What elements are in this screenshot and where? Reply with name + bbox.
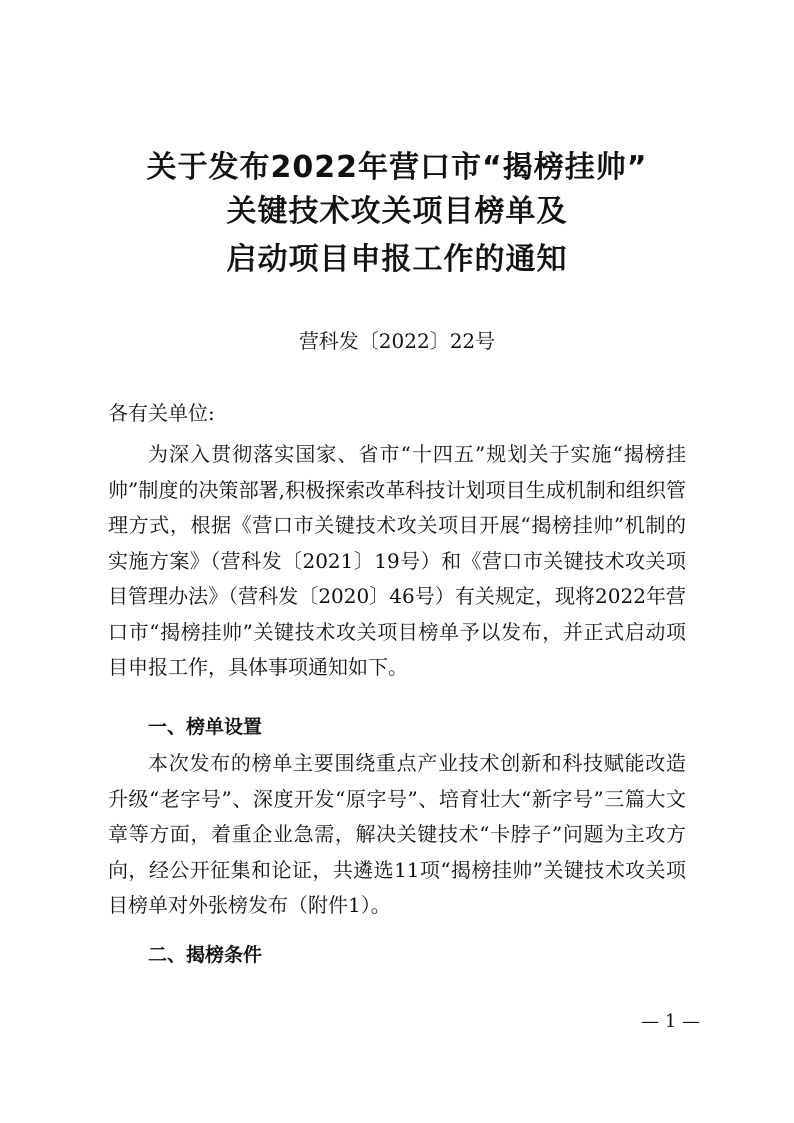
document-title-line-3: 启动项目申报工作的通知	[226, 242, 568, 277]
salutation: 各有关单位:	[108, 401, 215, 425]
section-heading-2: 二、揭榜条件	[148, 944, 263, 966]
document-number: 营科发〔2022〕22号	[298, 329, 496, 353]
document-title-line-2: 关键技术攻关项目榜单及	[226, 194, 568, 229]
section-heading-1: 一、榜单设置	[148, 716, 263, 738]
paragraph-intro: 为深入贯彻落实国家、省市“十四五”规划关于实施“揭榜挂帅”制度的决策部署,积极探索改革科技计划项目生成机制和组织管理方式，根据《营口市关键技术攻关项目开展“揭榜挂帅”机制的实施方案》（营科发〔2021〕19号）和《营口市关键技术攻关项目管理办法》（营科发〔2020〕46号）有关规定，现将2022年营口市“揭榜挂帅”关键技术攻关项目榜单予以发布，并正式启动项目申报工作，具体事项通知如下。	[108, 442, 686, 679]
page-number: — 1 —	[641, 1011, 700, 1032]
document-title-line-1: 关于发布2022年营口市“揭榜挂帅”	[146, 150, 648, 185]
paragraph-section-1: 本次发布的榜单主要围绕重点产业技术创新和科技赋能改造升级“老字号”、深度开发“原字号”、培育壮大“新字号”三篇大文章等方面，着重企业急需，解决关键技术“卡脖子”问题为主攻方向，经公开征集和论证，共遴选11项“揭榜挂帅”关键技术攻关项目榜单对外张榜发布（附件1）。	[108, 751, 686, 917]
